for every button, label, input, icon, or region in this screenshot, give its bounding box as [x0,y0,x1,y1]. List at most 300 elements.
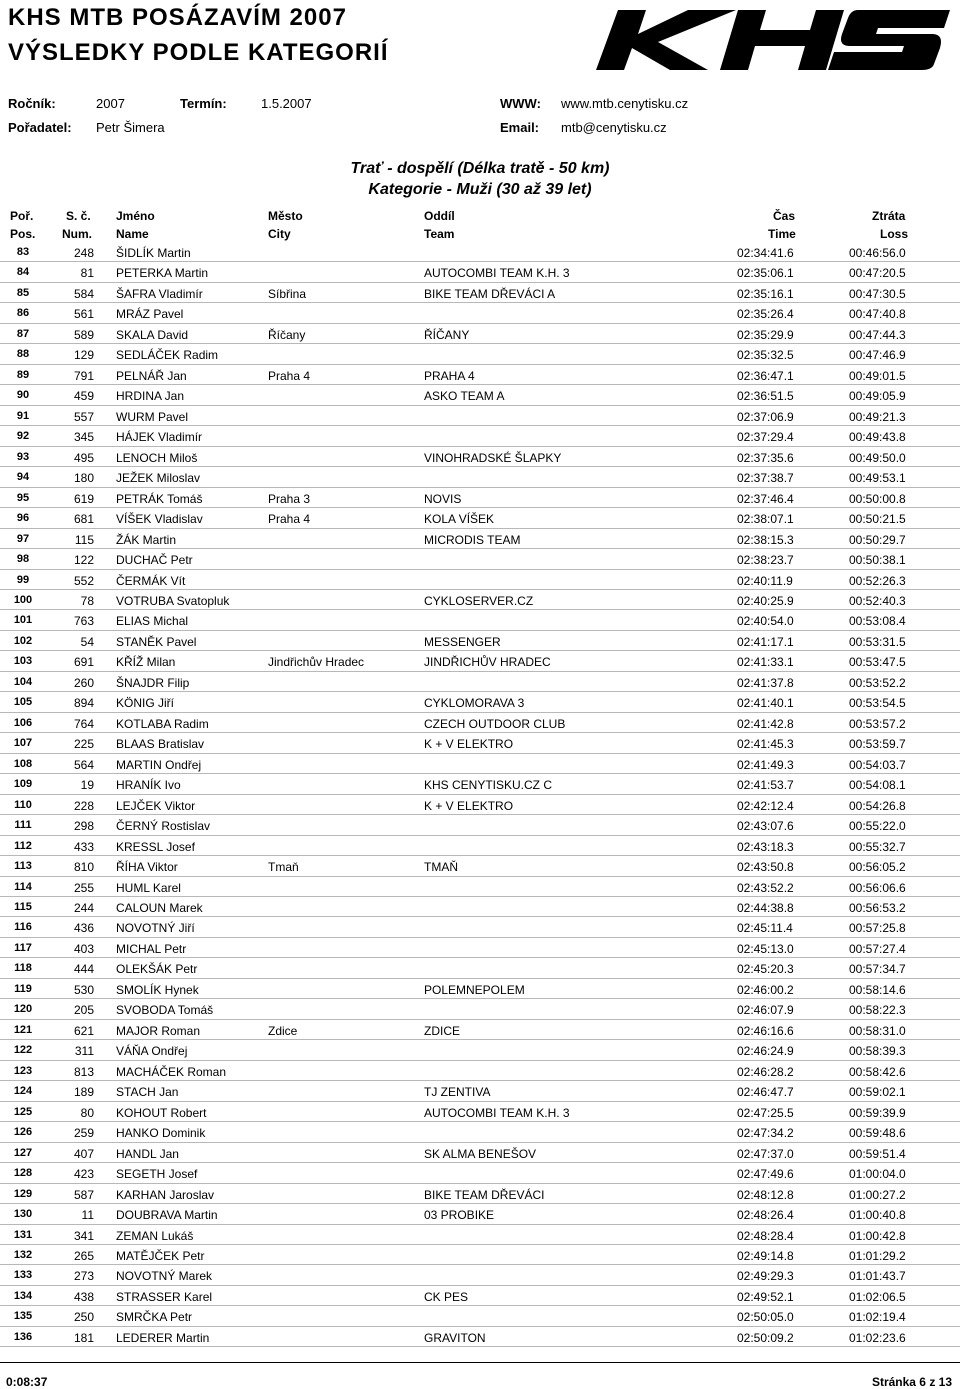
cell-num: 205 [73,1003,94,1018]
table-row [0,1204,960,1224]
table-row [0,1102,960,1122]
cell-loss: 00:49:05.9 [849,389,906,404]
cell-num: 180 [73,471,94,486]
cell-time: 02:42:12.4 [737,798,794,813]
cell-time: 02:47:37.0 [737,1146,794,1161]
cell-name: STANĚK Pavel [116,634,197,649]
cell-team: ASKO TEAM A [424,389,505,404]
footer-page: Stránka 6 z 13 [871,1375,952,1389]
cell-loss: 00:54:26.8 [849,798,906,813]
year-label: Ročník: [8,96,56,111]
cell-time: 02:46:47.7 [737,1085,794,1100]
cell-name: HUML Karel [116,880,181,895]
table-row [0,365,960,385]
cell-loss: 00:54:03.7 [849,757,906,772]
cell-num: 250 [73,1310,94,1325]
cell-team: BIKE TEAM DŘEVÁCI [424,1187,545,1202]
cell-pos: 119 [14,982,32,995]
cell-loss: 00:50:21.5 [849,512,906,527]
report-subtitle: VÝSLEDKY PODLE KATEGORIÍ [8,39,389,66]
cell-team: NOVIS [424,491,462,506]
cell-num: 407 [73,1146,94,1161]
col-loss-cz: Ztráta [872,209,906,223]
cell-city: Praha 4 [268,368,311,383]
cell-pos: 127 [13,1146,33,1159]
table-row [0,795,960,815]
cell-time: 02:38:07.1 [737,512,794,527]
cell-num: 298 [73,819,94,834]
footer-time: 0:08:37 [6,1375,48,1389]
cell-num: 244 [73,901,94,915]
cell-num: 345 [73,430,94,445]
cell-num: 619 [73,491,94,506]
cell-pos: 124 [13,1085,33,1098]
cell-time: 02:43:50.8 [737,860,794,875]
cell-team: SK ALMA BENEŠOV [424,1146,537,1161]
cell-team: TJ ZENTIVA [424,1085,491,1100]
cell-pos: 109 [13,778,33,791]
cell-num: 225 [73,737,94,752]
cell-time: 02:48:26.4 [737,1208,794,1223]
cell-name: CALOUN Marek [116,901,203,915]
cell-name: STACH Jan [116,1085,179,1100]
cell-time: 02:47:49.6 [737,1167,794,1182]
cell-name: HRDINA Jan [116,389,185,404]
table-row [0,1163,960,1183]
cell-pos: 97 [16,532,30,545]
cell-time: 02:46:00.2 [737,982,794,997]
cell-time: 02:38:15.3 [737,532,794,547]
cell-loss: 00:53:54.5 [849,696,906,711]
cell-name: ELIAS Michal [116,614,189,629]
cell-name: DOUBRAVA Martin [116,1208,218,1223]
cell-num: 19 [80,778,94,793]
table-row [0,631,960,651]
cell-name: SVOBODA Tomáš [116,1003,214,1018]
cell-name: MARTIN Ondřej [116,757,202,772]
cell-loss: 00:49:01.5 [849,368,906,383]
cell-num: 259 [73,1126,94,1141]
cell-loss: 00:59:48.6 [849,1126,906,1141]
table-row [0,549,960,569]
cell-pos: 120 [13,1003,33,1016]
organizer-label: Pořadatel: [8,120,72,135]
cell-time: 02:45:11.4 [737,921,793,936]
cell-team: K + V ELEKTRO [424,798,514,813]
cell-pos: 123 [13,1064,33,1077]
cell-pos: 83 [16,246,30,258]
cell-loss: 00:49:53.1 [849,471,906,486]
cell-loss: 01:01:43.7 [849,1269,906,1284]
cell-name: SEGETH Josef [116,1167,198,1182]
cell-loss: 00:52:26.3 [849,573,906,588]
cell-team: CYKLOSERVER.CZ [424,593,534,608]
cell-time: 02:40:25.9 [737,593,794,608]
cell-loss: 01:01:29.2 [849,1248,906,1263]
cell-time: 02:43:07.6 [737,819,794,834]
cell-name: ŠIDLÍK Martin [116,246,191,260]
cell-pos: 135 [13,1310,33,1323]
cell-num: 764 [73,716,94,731]
cell-team: KOLA VÍŠEK [424,512,495,527]
cell-time: 02:35:16.1 [737,286,794,301]
cell-name: LEJČEK Viktor [116,798,196,813]
col-time-cz: Čas [773,209,796,223]
cell-num: 791 [73,368,94,383]
cell-time: 02:41:37.8 [737,675,794,690]
cell-team: PRAHA 4 [424,368,475,383]
cell-pos: 100 [13,593,33,606]
cell-num: 423 [73,1167,94,1182]
cell-time: 02:37:35.6 [737,450,794,465]
cell-num: 530 [73,982,94,997]
cell-team: KHS CENYTISKU.CZ C [424,778,553,793]
table-row [0,610,960,630]
table-row [0,1265,960,1285]
cell-time: 02:41:45.3 [737,737,794,752]
category-title: Kategorie - Muži (30 až 39 let) [368,181,592,198]
cell-time: 02:37:38.7 [737,471,794,486]
table-row [0,590,960,610]
cell-loss: 00:53:08.4 [849,614,906,629]
cell-name: HANDL Jan [116,1146,179,1161]
cell-pos: 133 [13,1269,33,1282]
cell-pos: 91 [16,409,30,422]
cell-loss: 00:58:14.6 [849,982,906,997]
cell-loss: 00:49:21.3 [849,409,906,424]
table-row [0,1020,960,1040]
cell-num: 265 [73,1248,94,1263]
cell-time: 02:45:13.0 [737,941,794,956]
cell-name: ŠNAJDR Filip [116,675,190,690]
cell-loss: 00:59:39.9 [849,1105,906,1120]
cell-loss: 00:58:39.3 [849,1044,906,1059]
cell-loss: 00:58:31.0 [849,1023,906,1038]
table-row [0,713,960,733]
cell-num: 438 [73,1289,94,1304]
cell-pos: 104 [13,675,33,688]
cell-loss: 00:52:40.3 [849,593,906,608]
table-row [0,917,960,937]
col-team-en: Team [424,227,455,241]
table-row [0,1081,960,1101]
cell-time: 02:43:18.3 [737,839,794,854]
cell-name: LEDERER Martin [116,1330,210,1345]
cell-pos: 126 [13,1126,33,1139]
cell-time: 02:44:38.8 [737,901,794,915]
table-row [0,774,960,794]
cell-num: 813 [73,1064,94,1079]
cell-num: 122 [73,553,94,568]
track-title: Trať - dospělí (Délka tratě - 50 km) [350,160,610,177]
table-row [0,1306,960,1326]
cell-time: 02:35:26.4 [737,307,794,322]
cell-time: 02:47:34.2 [737,1126,794,1141]
cell-num: 459 [73,389,94,404]
cell-name: HRANÍK Ivo [116,778,181,793]
cell-loss: 01:02:23.6 [849,1330,906,1345]
cell-name: DUCHAČ Petr [116,553,193,568]
cell-num: 248 [73,246,94,260]
table-row [0,344,960,364]
cell-pos: 103 [13,655,33,668]
cell-pos: 105 [13,696,33,709]
cell-loss: 00:46:56.0 [849,246,906,260]
cell-time: 02:49:29.3 [737,1269,794,1284]
cell-time: 02:37:29.4 [737,430,794,445]
cell-team: POLEMNEPOLEM [424,982,525,997]
cell-loss: 00:56:05.2 [849,860,906,875]
cell-name: KOTLABA Radim [116,716,209,731]
email-label: Email: [500,120,540,135]
cell-loss: 01:00:27.2 [849,1187,906,1202]
table-row [0,1122,960,1142]
cell-name: KOHOUT Robert [116,1105,207,1120]
table-row [0,283,960,303]
table-row [0,999,960,1019]
cell-time: 02:35:29.9 [737,327,794,342]
date-label: Termín: [180,96,227,111]
cell-pos: 90 [16,389,30,402]
cell-loss: 00:49:43.8 [849,430,906,445]
cell-team: GRAVITON [424,1330,486,1345]
cell-num: 681 [73,512,94,527]
table-row [0,1184,960,1204]
cell-time: 02:49:14.8 [737,1248,794,1263]
cell-pos: 95 [16,491,30,504]
table-row [0,529,960,549]
cell-name: HÁJEK Vladimír [116,430,203,445]
cell-loss: 00:53:59.7 [849,737,906,752]
cell-pos: 121 [13,1023,33,1036]
cell-pos: 113 [14,860,32,873]
cell-time: 02:40:11.9 [737,573,793,588]
cell-num: 81 [80,266,94,281]
cell-name: ČERNÝ Rostislav [116,819,211,834]
cell-num: 255 [73,880,94,895]
cell-time: 02:48:28.4 [737,1228,794,1243]
cell-loss: 00:49:50.0 [849,450,906,465]
cell-name: ŘÍHA Viktor [116,860,178,875]
cell-time: 02:41:49.3 [737,757,794,772]
cell-loss: 00:47:40.8 [849,307,906,322]
cell-name: HANKO Dominik [116,1126,206,1141]
cell-pos: 94 [16,471,30,484]
cell-pos: 125 [13,1105,33,1118]
report-title: KHS MTB POSÁZAVÍM 2007 [8,4,347,31]
cell-name: MATĚJČEK Petr [116,1248,205,1263]
cell-loss: 00:57:34.7 [849,962,906,977]
footer-divider [0,1362,960,1363]
www-value: www.mtb.cenytisku.cz [561,96,689,111]
cell-num: 11 [81,1208,94,1223]
cell-name: SEDLÁČEK Radim [116,348,219,363]
cell-pos: 131 [13,1228,33,1241]
cell-pos: 85 [16,286,30,299]
col-name-cz: Jméno [116,209,155,223]
cell-num: 129 [73,348,94,363]
cell-pos: 101 [13,614,33,627]
cell-pos: 107 [13,737,33,750]
cell-time: 02:37:46.4 [737,491,794,506]
cell-time: 02:34:41.6 [737,246,794,260]
cell-name: PETERKA Martin [116,266,209,281]
cell-pos: 111 [14,819,32,832]
cell-pos: 89 [16,368,30,381]
cell-pos: 96 [16,512,30,525]
cell-name: PELNÁŘ Jan [116,368,187,383]
cell-time: 02:45:20.3 [737,962,794,977]
col-pos-cz: Poř. [10,209,34,223]
cell-name: SMOLÍK Hynek [116,982,199,997]
cell-num: 433 [73,839,94,854]
cell-time: 02:41:17.1 [737,634,794,649]
cell-num: 311 [74,1044,94,1059]
cell-name: WURM Pavel [116,409,189,424]
cell-loss: 00:47:20.5 [849,266,906,281]
cell-name: KRESSL Josef [116,839,195,854]
cell-team: CK PES [424,1289,469,1304]
cell-pos: 98 [16,553,30,566]
table-row [0,979,960,999]
cell-time: 02:36:47.1 [737,368,794,383]
year-value: 2007 [96,96,125,111]
cell-pos: 93 [16,450,30,463]
cell-loss: 01:02:19.4 [849,1310,906,1325]
cell-time: 02:48:12.8 [737,1187,794,1202]
col-num-cz: S. č. [66,209,91,223]
col-time-en: Time [768,227,796,241]
cell-num: 587 [73,1187,94,1202]
cell-num: 436 [73,921,94,936]
cell-loss: 00:57:27.4 [849,941,906,956]
cell-time: 02:46:16.6 [737,1023,794,1038]
cell-pos: 92 [16,430,30,443]
email-value: mtb@cenytisku.cz [561,120,667,135]
cell-num: 810 [73,860,94,875]
cell-loss: 01:00:40.8 [849,1208,906,1223]
cell-loss: 00:53:47.5 [849,655,906,670]
cell-team: VINOHRADSKÉ ŠLAPKY [424,450,562,465]
table-row [0,488,960,508]
cell-num: 273 [73,1269,94,1284]
cell-num: 115 [74,532,94,547]
cell-loss: 00:53:31.5 [849,634,906,649]
cell-pos: 128 [13,1167,33,1180]
cell-pos: 110 [14,798,32,811]
cell-loss: 00:59:02.1 [849,1085,906,1100]
cell-pos: 118 [14,962,32,975]
table-row [0,508,960,528]
cell-name: STRASSER Karel [116,1289,213,1304]
cell-num: 495 [73,450,94,465]
cell-team: CZECH OUTDOOR CLUB [424,716,566,731]
cell-loss: 00:56:06.6 [849,880,906,895]
cell-loss: 01:00:42.8 [849,1228,906,1243]
cell-time: 02:41:33.1 [737,655,794,670]
cell-loss: 00:50:29.7 [849,532,906,547]
cell-num: 403 [73,941,94,956]
cell-name: MICHAL Petr [116,941,187,956]
cell-time: 02:41:42.8 [737,716,794,731]
cell-num: 444 [73,962,94,977]
cell-loss: 00:55:22.0 [849,819,906,834]
cell-num: 564 [73,757,94,772]
cell-time: 02:41:40.1 [737,696,794,711]
cell-time: 02:50:05.0 [737,1310,794,1325]
cell-num: 552 [73,573,94,588]
cell-pos: 117 [14,941,32,954]
cell-name: NOVOTNÝ Jiří [116,921,195,936]
table-row [0,672,960,692]
table-row [0,938,960,958]
table-row [0,651,960,671]
cell-time: 02:49:52.1 [737,1289,794,1304]
col-num-en: Num. [62,227,92,241]
cell-loss: 00:58:42.6 [849,1064,906,1079]
cell-pos: 130 [13,1208,33,1221]
cell-name: MAJOR Roman [116,1023,201,1038]
cell-num: 78 [80,593,94,608]
cell-pos: 115 [14,901,32,913]
cell-pos: 114 [14,880,32,893]
cell-pos: 99 [16,573,30,586]
table-row [0,324,960,344]
table-row [0,1286,960,1306]
cell-city: Síbřina [268,286,307,301]
cell-team: BIKE TEAM DŘEVÁCI A [424,286,556,301]
cell-team: ŘÍČANY [424,327,470,342]
cell-city: Praha 3 [268,491,311,506]
cell-num: 341 [73,1228,94,1243]
cell-name: VOTRUBA Svatopluk [116,593,230,608]
cell-loss: 00:53:57.2 [849,716,906,731]
table-row [0,877,960,897]
cell-team: MICRODIS TEAM [424,532,521,547]
cell-loss: 00:53:52.2 [849,675,906,690]
cell-time: 02:35:06.1 [737,266,794,281]
table-row [0,1327,960,1347]
table-row [0,836,960,856]
col-team-cz: Oddíl [424,209,455,223]
cell-name: BLAAS Bratislav [116,737,205,752]
cell-time: 02:37:06.9 [737,409,794,424]
results-table [0,242,960,1347]
table-row [0,692,960,712]
cell-name: VÍŠEK Vladislav [116,512,203,527]
cell-name: KŘÍŽ Milan [116,655,176,670]
cell-loss: 00:59:51.4 [849,1146,906,1161]
col-city-cz: Město [268,209,303,223]
cell-team: AUTOCOMBI TEAM K.H. 3 [424,1105,570,1120]
cell-loss: 01:00:04.0 [849,1167,906,1182]
cell-name: ČERMÁK Vít [116,573,186,588]
cell-name: SMRČKA Petr [116,1310,193,1325]
cell-loss: 00:50:38.1 [849,553,906,568]
cell-pos: 102 [13,634,33,647]
cell-time: 02:46:28.2 [737,1064,794,1079]
cell-num: 894 [73,696,94,711]
cell-city: Tmaň [268,860,299,875]
cell-name: MRÁZ Pavel [116,307,184,322]
cell-num: 589 [73,327,94,342]
table-row [0,303,960,323]
table-row [0,447,960,467]
cell-num: 189 [73,1085,94,1100]
table-row [0,406,960,426]
cell-name: ZEMAN Lukáš [116,1228,194,1243]
cell-name: ŠAFRA Vladimír [116,286,203,301]
